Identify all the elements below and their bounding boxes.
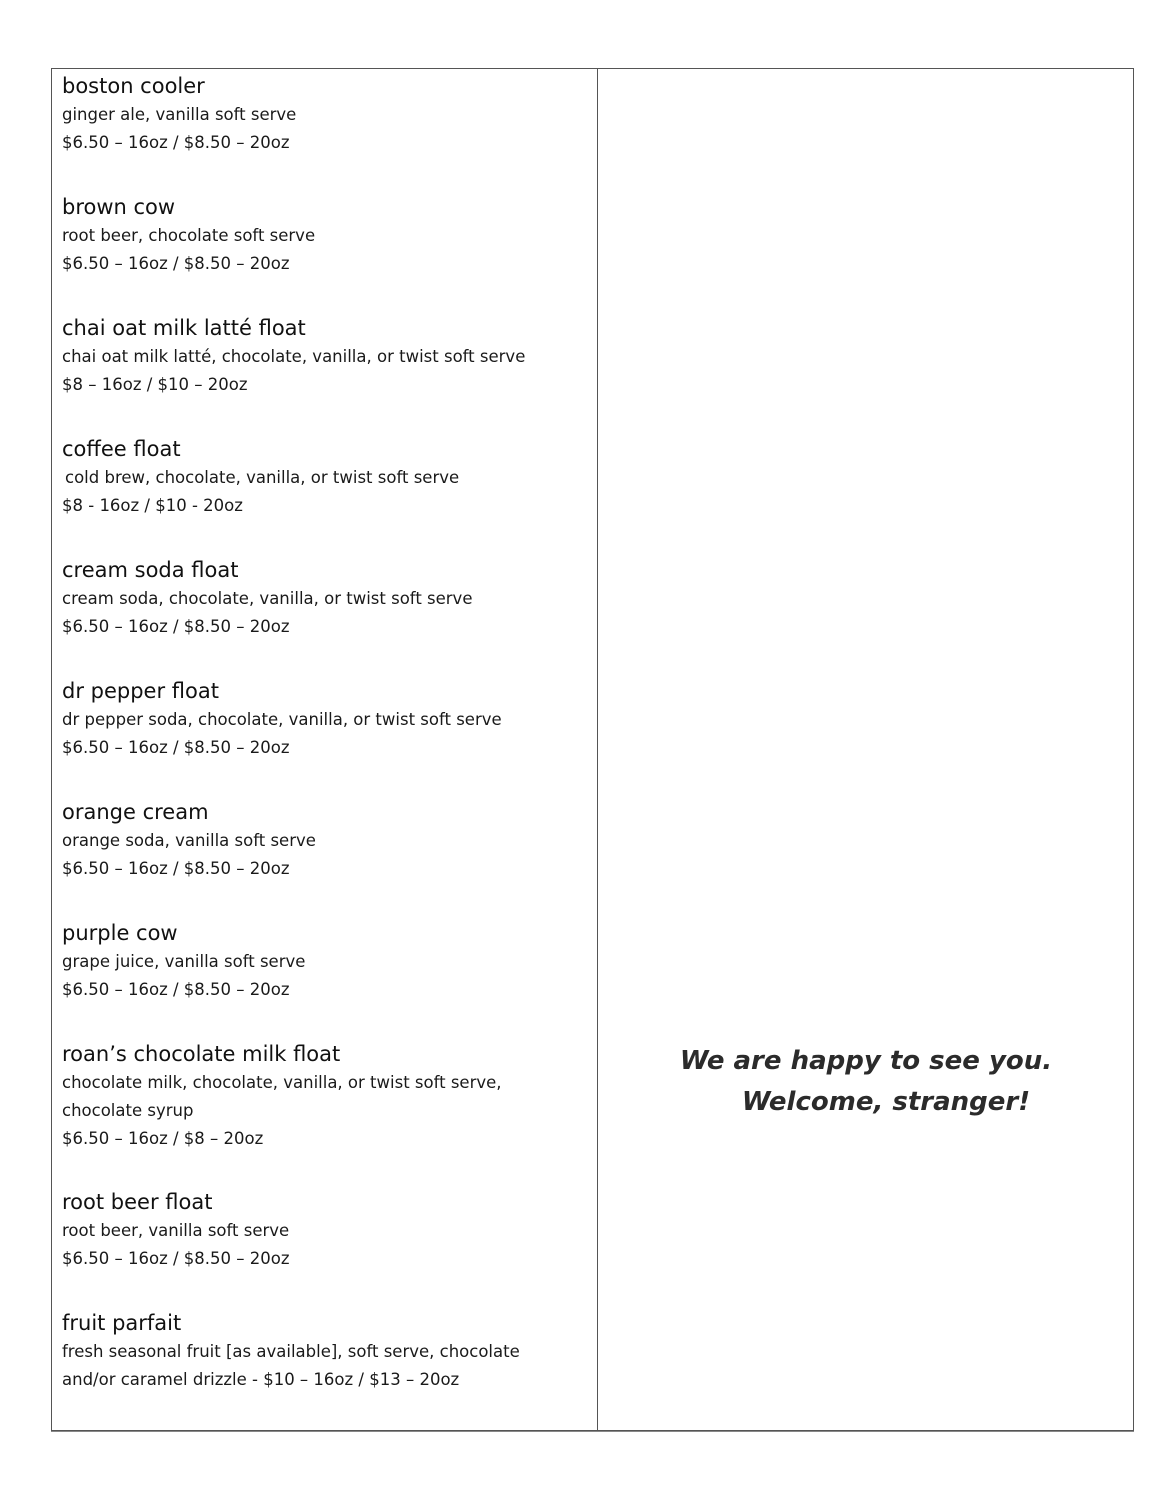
item-name: roan’s chocolate milk float xyxy=(62,1042,341,1066)
menu-table xyxy=(51,68,1134,1431)
welcome-line-1: We are happy to see you. xyxy=(679,1046,1053,1076)
item-name: boston cooler xyxy=(62,74,205,98)
item-price: $6.50 – 16oz / $8.50 – 20oz xyxy=(62,859,290,878)
item-description-line-1: chocolate milk, chocolate, vanilla, or twist soft serve, xyxy=(62,1073,502,1092)
bottom-rule xyxy=(51,1431,1134,1432)
menu-item xyxy=(62,313,597,434)
item-name: coffee float xyxy=(62,437,181,461)
item-description: root beer, chocolate soft serve xyxy=(62,226,316,245)
welcome-line-2: Welcome, stranger! xyxy=(741,1087,1031,1117)
item-description-line-1: fresh seasonal fruit [as available], soft serve, chocolate xyxy=(62,1342,520,1361)
item-name: root beer float xyxy=(62,1190,213,1214)
menu-item xyxy=(62,434,597,555)
item-price: $6.50 – 16oz / $8.50 – 20oz xyxy=(62,980,290,999)
item-price: $6.50 – 16oz / $8.50 – 20oz xyxy=(62,1249,290,1268)
item-price: $8 – 16oz / $10 – 20oz xyxy=(62,375,248,394)
item-description: dr pepper soda, chocolate, vanilla, or twist soft serve xyxy=(62,710,502,729)
item-name: brown cow xyxy=(62,195,176,219)
item-description: cold brew, chocolate, vanilla, or twist soft serve xyxy=(65,468,460,487)
item-description: ginger ale, vanilla soft serve xyxy=(62,105,297,124)
item-name: chai oat milk latté float xyxy=(62,316,306,340)
menu-item xyxy=(62,918,597,1039)
item-name: orange cream xyxy=(62,800,209,824)
item-description: root beer, vanilla soft serve xyxy=(62,1221,290,1240)
column-divider xyxy=(597,69,598,1430)
menu-item xyxy=(62,676,597,797)
menu-item xyxy=(62,797,597,918)
menu-item xyxy=(62,71,597,192)
item-price: $8 - 16oz / $10 - 20oz xyxy=(62,496,243,515)
item-price: $6.50 – 16oz / $8.50 – 20oz xyxy=(62,254,290,273)
item-description-line-2: chocolate syrup xyxy=(62,1101,194,1120)
item-description: cream soda, chocolate, vanilla, or twist soft serve xyxy=(62,589,473,608)
menu-item xyxy=(62,1187,597,1308)
menu-list xyxy=(62,71,597,1429)
menu-item xyxy=(62,192,597,313)
item-price: $6.50 – 16oz / $8 – 20oz xyxy=(62,1129,264,1148)
menu-item xyxy=(62,555,597,676)
item-description-line-2: and/or caramel drizzle - $10 – 16oz / $13 – 20oz xyxy=(62,1370,460,1389)
item-price: $6.50 – 16oz / $8.50 – 20oz xyxy=(62,133,290,152)
item-price: $6.50 – 16oz / $8.50 – 20oz xyxy=(62,617,290,636)
item-name: purple cow xyxy=(62,921,178,945)
item-price: $6.50 – 16oz / $8.50 – 20oz xyxy=(62,738,290,757)
welcome-message xyxy=(598,1041,1134,1123)
item-description: orange soda, vanilla soft serve xyxy=(62,831,316,850)
menu-item xyxy=(62,1039,597,1187)
item-description: chai oat milk latté, chocolate, vanilla, or twist soft serve xyxy=(62,347,526,366)
menu-item xyxy=(62,1308,597,1429)
item-description: grape juice, vanilla soft serve xyxy=(62,952,306,971)
item-name: fruit parfait xyxy=(62,1311,182,1335)
item-name: cream soda float xyxy=(62,558,239,582)
item-name: dr pepper float xyxy=(62,679,219,703)
